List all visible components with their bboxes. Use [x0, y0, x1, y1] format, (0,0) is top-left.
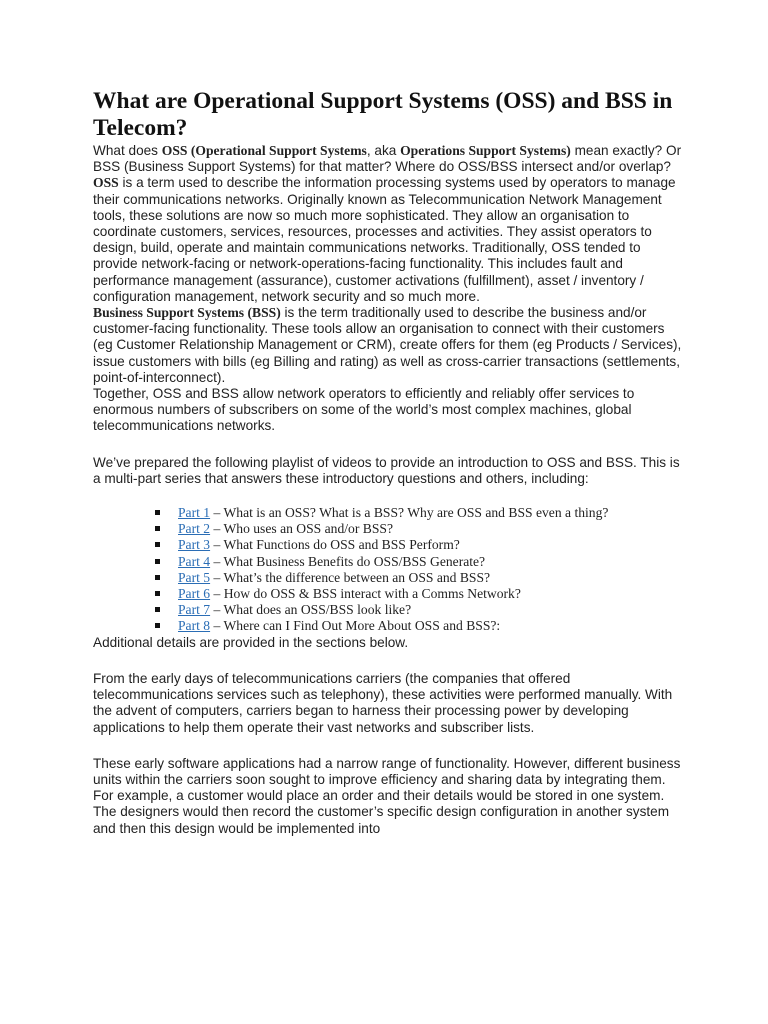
playlist-intro-paragraph: We’ve prepared the following playlist of videos to provide an introduction to OSS and BSS. This is a multi-part series that answers these introductory questions and others, including:	[93, 454, 680, 486]
part-4-link[interactable]: Part 4	[178, 553, 211, 569]
part-5-link[interactable]: Part 5	[178, 569, 211, 585]
spacer	[93, 435, 683, 455]
intro-paragraph	[93, 143, 683, 175]
part-7-text: – What does an OSS/BSS look like?	[210, 602, 412, 618]
oss-definition-term: OSS	[93, 175, 119, 191]
list-item-part-2	[155, 521, 683, 537]
bullet-icon	[155, 542, 160, 547]
oss-definition-text: is a term used to describe the information processing systems used by operators to manage their communications networks. Originally known as Telecommunication Network Management tools, these solutions are now so much more sophisticated. They allow an organisation to coordinate customers, services, resources, processes and activities. They assist operators to design, build, operate and maintain communications networks. Traditionally, OSS tended to provide network-facing or network-operations-facing functionality. This includes fault and performance management (assurance), customer activations (fulfillment), asset / inventory / configuration management, network security and so much more.	[93, 175, 676, 304]
article-body	[93, 88, 683, 837]
part-6-link[interactable]: Part 6	[178, 586, 211, 602]
additional-details-paragraph: Additional details are provided in the sections below.	[93, 634, 409, 650]
early-days-paragraph: From the early days of telecommunications carriers (the companies that offered telecommunications services such as telephony), these activities were performed manually. With the advent of computers, carriers began to harness their processing power by developing applications to help them operate their vast networks and subscriber lists.	[93, 670, 673, 735]
list-item-part-8	[155, 618, 683, 634]
list-item-part-6	[155, 586, 683, 602]
video-parts-list	[93, 505, 683, 635]
part-5-text: – What’s the difference between an OSS and BSS?	[210, 569, 491, 585]
bullet-icon	[155, 559, 160, 564]
spacer	[93, 651, 683, 671]
intro-text-2: , aka	[366, 143, 401, 158]
list-item-part-3	[155, 537, 683, 553]
bullet-icon	[155, 607, 160, 612]
bss-definition-text: is the term traditionally used to describe the business and/or customer-facing functionality. These tools allow an organisation to connect with their customers (eg Customer Relationship Management or CRM), create offers for them (eg Products / Services), issue customers with bills (eg Billing and rating) as well as cross-carrier transactions (settlements, point-of-interconnect).	[93, 305, 682, 385]
part-8-link[interactable]: Part 8	[178, 618, 211, 634]
spacer	[93, 736, 683, 756]
together-paragraph: Together, OSS and BSS allow network operators to efficiently and reliably offer services to enormous numbers of subscribers on some of the world’s most complex machines, global telecommunications networks.	[93, 386, 635, 434]
part-1-link[interactable]: Part 1	[178, 505, 211, 521]
early-software-paragraph: These early software applications had a narrow range of functionality. However, different business units within the carriers soon sought to improve efficiency and sharing data by integrating them. For example, a customer would place an order and their details would be stored in one system. The designers would then record the customer’s specific design configuration in another system and then this design would be implemented into	[93, 755, 681, 836]
part-3-link[interactable]: Part 3	[178, 537, 211, 553]
list-item-part-4	[155, 554, 683, 570]
oss-term-bold: OSS (Operational Support Systems	[161, 143, 367, 158]
bss-definition-term: Business Support Systems (BSS)	[93, 305, 281, 321]
list-item-part-5	[155, 570, 683, 586]
operations-term-bold: Operations Support Systems)	[400, 143, 571, 158]
part-6-text: – How do OSS & BSS interact with a Comms Network?	[210, 586, 521, 602]
part-2-text: – Who uses an OSS and/or BSS?	[210, 521, 393, 537]
bss-paragraph	[93, 305, 683, 386]
oss-paragraph	[93, 175, 683, 305]
list-item-part-1	[155, 505, 683, 521]
spacer	[93, 487, 683, 505]
bullet-icon	[155, 510, 160, 515]
page-title: What are Operational Support Systems (OSS) and BSS in Telecom?	[93, 88, 673, 141]
bullet-icon	[155, 575, 160, 580]
part-2-link[interactable]: Part 2	[178, 521, 211, 537]
part-4-text: – What Business Benefits do OSS/BSS Generate?	[210, 553, 486, 569]
bullet-icon	[155, 591, 160, 596]
part-8-text: – Where can I Find Out More About OSS and BSS?:	[210, 618, 501, 634]
intro-text-3: mean exactly? Or BSS (Business Support Systems) for that matter? Where do OSS/BSS intersect and/or overlap?	[93, 143, 682, 175]
part-1-text: – What is an OSS? What is a BSS? Why are OSS and BSS even a thing?	[210, 505, 609, 521]
bullet-icon	[155, 526, 160, 531]
list-item-part-7	[155, 602, 683, 618]
part-3-text: – What Functions do OSS and BSS Perform?	[210, 537, 460, 553]
intro-text-1: What does	[93, 143, 162, 158]
bullet-icon	[155, 623, 160, 628]
part-7-link[interactable]: Part 7	[178, 602, 211, 618]
